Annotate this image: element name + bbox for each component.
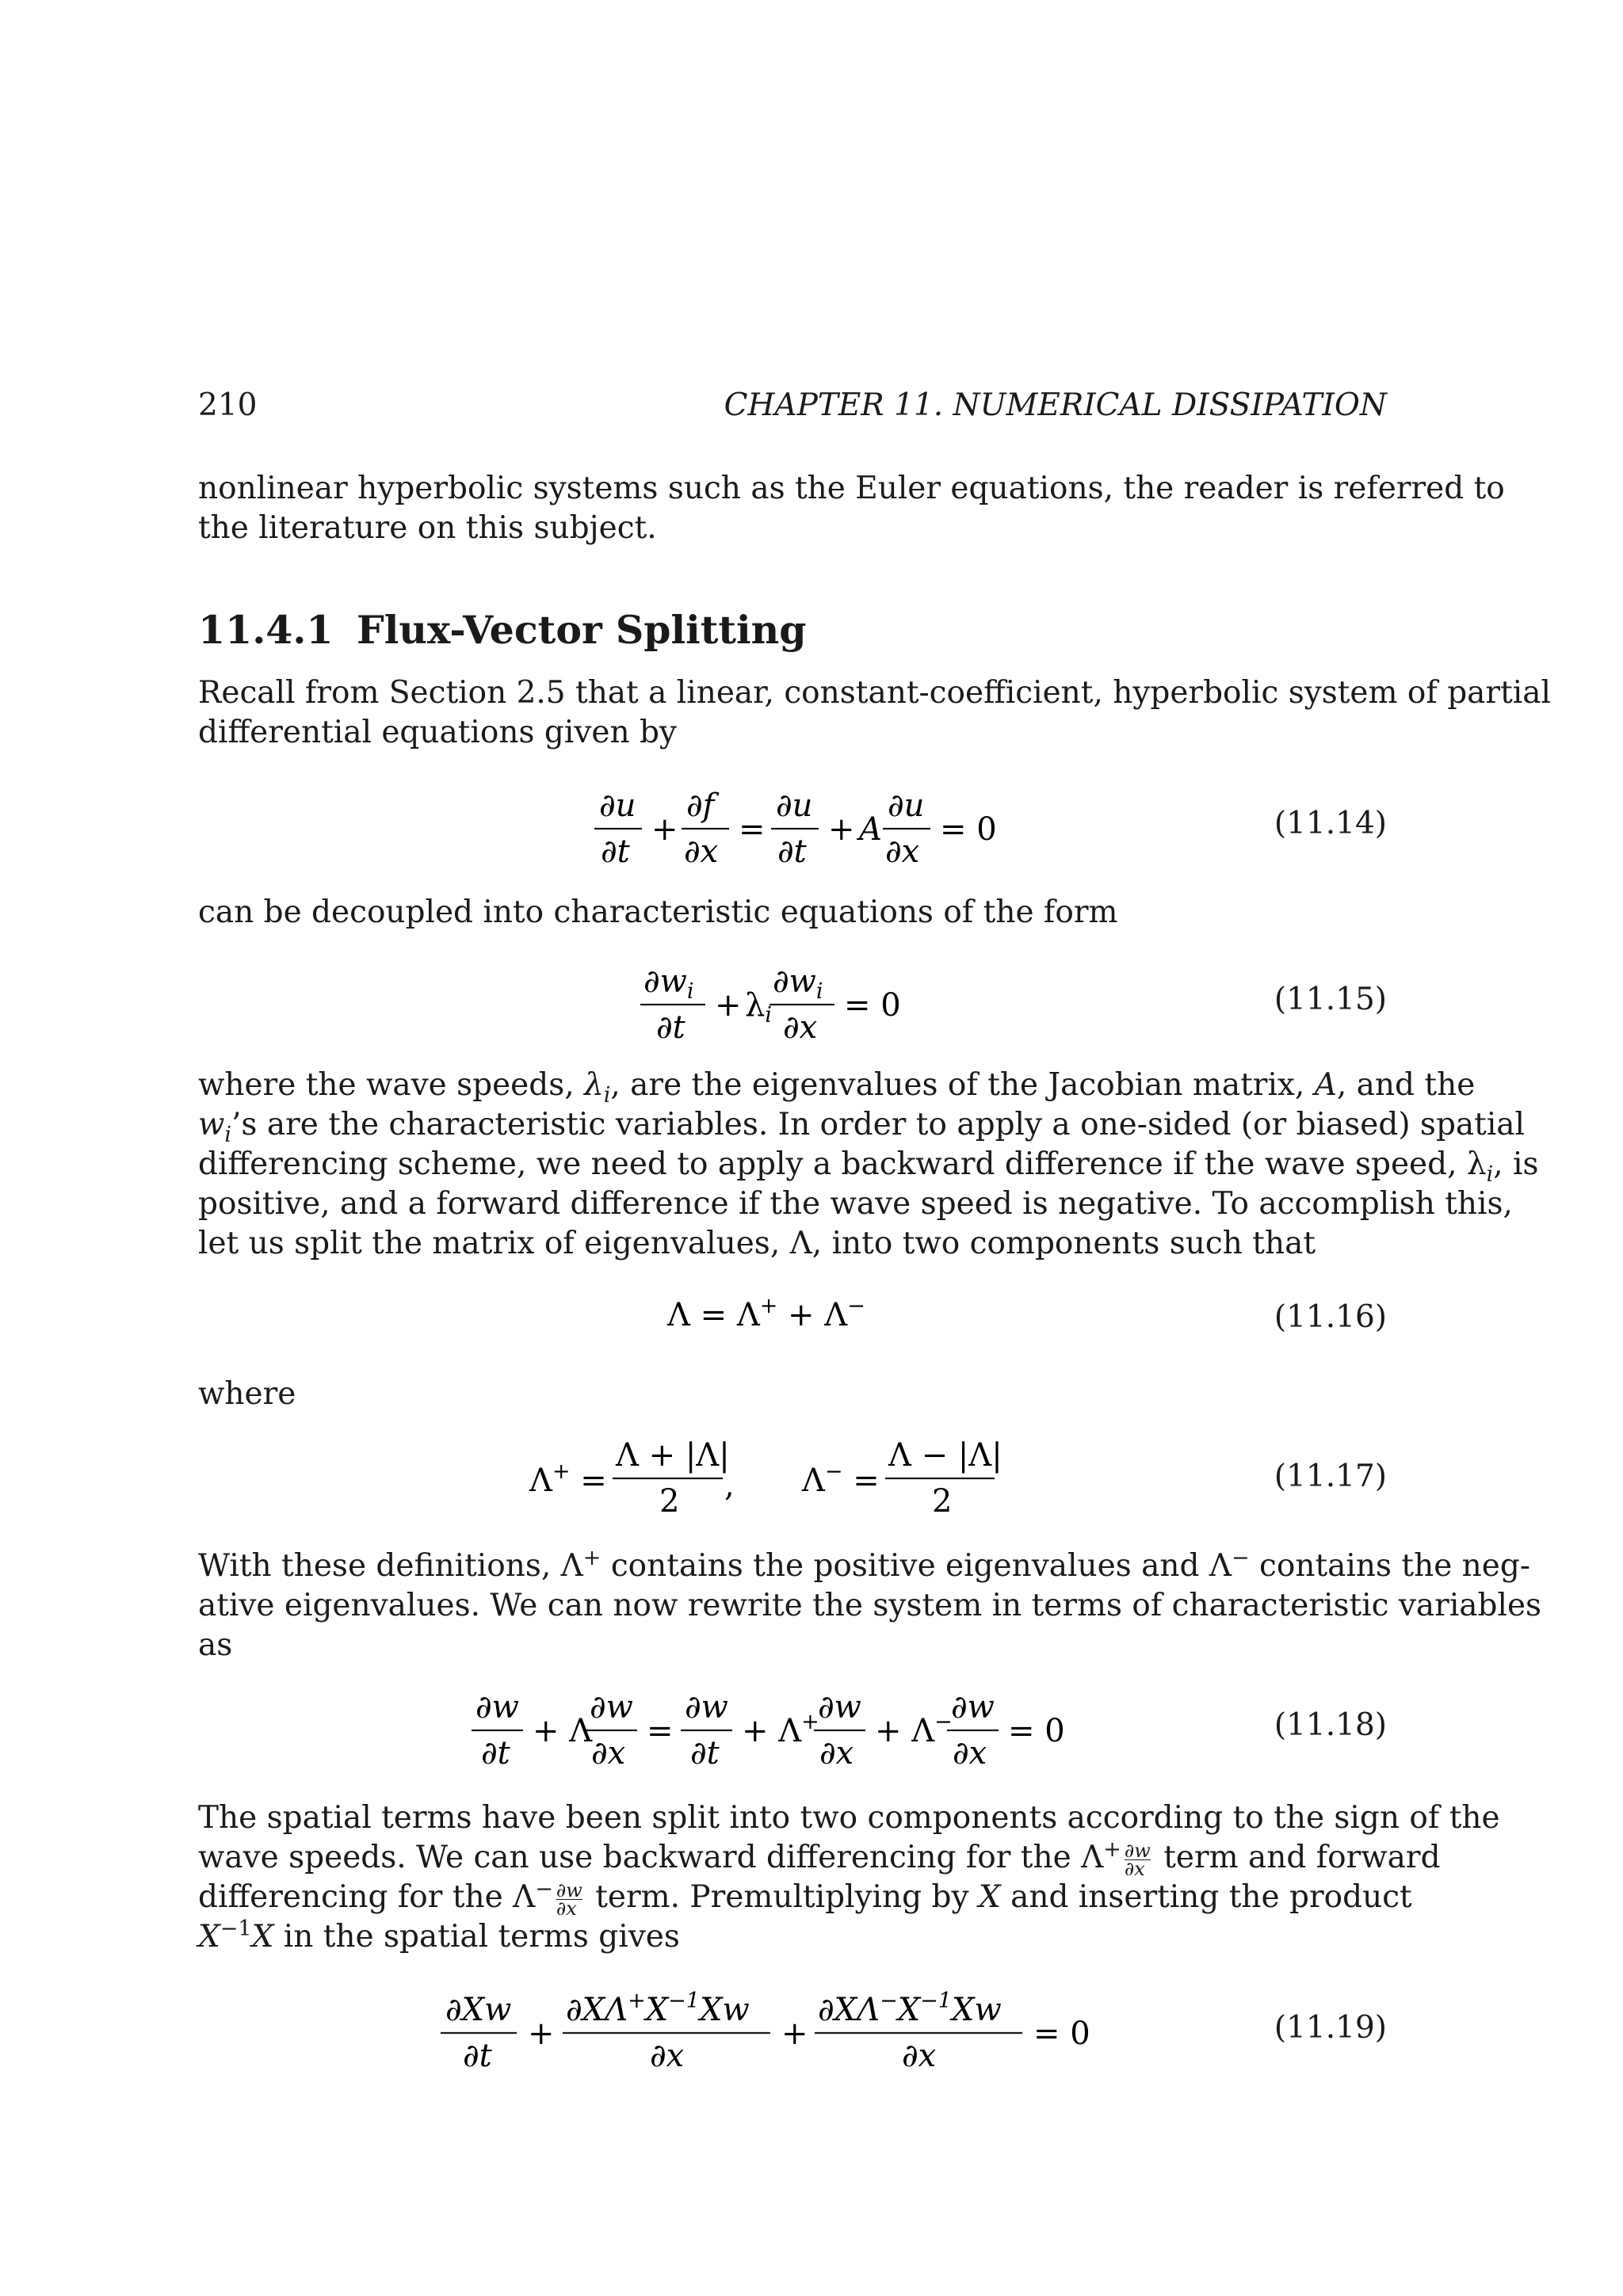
svg-text:= 0: = 0 xyxy=(1008,1713,1065,1749)
svg-text:Λ− =: Λ− = xyxy=(802,1459,880,1499)
equation-number: (11.18) xyxy=(1274,1707,1387,1743)
svg-text:∂u: ∂u xyxy=(776,788,813,824)
text-line: where the wave speeds, $\lambda_i$, are the eigenvalues of the Jacobian matrix, A, and the xyxy=(198,1067,1476,1108)
text-line: positive, and a forward difference if the wave speed is negative. To accomplish this, xyxy=(198,1186,1513,1222)
equation-11-15 xyxy=(198,960,1387,1047)
svg-text:∂t: ∂t xyxy=(481,1735,510,1772)
text-line: differencing for the Λ− $\frac{\partial w}{\partial x}$ term. Premultiplying by X and inserting the product xyxy=(198,1877,1412,1920)
text-line: differential equations given by xyxy=(198,715,677,750)
svg-text:∂x: ∂x xyxy=(591,1735,626,1772)
svg-text:+: + xyxy=(781,2016,808,2052)
text-line: as xyxy=(198,1627,233,1663)
svg-text:=: = xyxy=(739,811,766,848)
text-line: differencing scheme, we need to apply a backward difference if the wave speed, $\lambda_i$, is xyxy=(198,1146,1539,1187)
svg-text:+ Λ+: + Λ+ xyxy=(742,1710,819,1749)
svg-text:∂x: ∂x xyxy=(902,2038,937,2074)
section-title: Flux-Vector Splitting xyxy=(357,607,807,653)
svg-text:Λ − |Λ|: Λ − |Λ| xyxy=(888,1437,1002,1474)
paragraph-3 xyxy=(198,1066,1539,1264)
text-line: ative eigenvalues. We can now rewrite the system in terms of characteristic variables xyxy=(198,1588,1542,1623)
svg-text:2: 2 xyxy=(932,1483,953,1520)
svg-text:+ Λ−: + Λ− xyxy=(875,1710,953,1749)
text-line: can be decoupled into characteristic equations of the form xyxy=(198,894,1118,930)
svg-text:∂x: ∂x xyxy=(885,833,920,870)
equation-11-19-math xyxy=(198,1989,1387,2076)
text-line: where xyxy=(198,1376,296,1412)
equation-number: (11.14) xyxy=(1274,806,1387,841)
svg-text:∂x: ∂x xyxy=(783,1009,818,1046)
svg-text:∂u: ∂u xyxy=(888,788,925,824)
chapter-title: CHAPTER 11. NUMERICAL DISSIPATION xyxy=(724,387,1387,423)
paragraph-2 xyxy=(198,893,1387,933)
svg-text:∂t: ∂t xyxy=(690,1735,720,1772)
equation-number: (11.19) xyxy=(1274,2010,1387,2046)
equation-11-18 xyxy=(198,1686,1387,1773)
text-line: With these definitions, Λ+ contains the positive eigenvalues and Λ− contains the neg- xyxy=(198,1546,1531,1584)
equation-11-16 xyxy=(198,1295,1387,1343)
equation-11-14 xyxy=(198,784,1387,871)
svg-text:∂x: ∂x xyxy=(684,833,719,870)
text-line: $X^{-1}X$ in the spatial terms gives xyxy=(198,1917,680,1955)
text-line: The spatial terms have been split into two components according to the sign of the xyxy=(198,1800,1500,1836)
svg-text:∂w: ∂w xyxy=(475,1689,519,1726)
svg-text:∂wi: $\partial w_i$ xyxy=(643,963,694,1004)
equation-number: (11.16) xyxy=(1274,1299,1387,1335)
svg-text:λi: $\lambda_i$ xyxy=(745,987,772,1028)
paragraph-1 xyxy=(198,673,1551,753)
svg-text:= 0: = 0 xyxy=(940,811,997,848)
paragraph-6 xyxy=(198,1798,1500,1957)
equation-11-19 xyxy=(198,1989,1387,2076)
svg-text:∂XΛ+X−1Xw: $\partial X\Lambda^+X^{-1}Xw$ xyxy=(566,1989,750,2028)
svg-text:∂t: ∂t xyxy=(463,2038,492,2074)
svg-text:∂x: ∂x xyxy=(819,1735,854,1772)
svg-text:Λ + |Λ|: Λ + |Λ| xyxy=(616,1437,730,1474)
svg-text:=: = xyxy=(647,1713,674,1749)
svg-text:+: + xyxy=(528,2016,555,2052)
text-line: nonlinear hyperbolic systems such as the Euler equations, the reader is referred to xyxy=(198,471,1505,506)
svg-text:∂x: ∂x xyxy=(953,1735,987,1772)
svg-text:Λ = Λ+ + Λ−: Λ = Λ+ + Λ− xyxy=(667,1294,865,1333)
svg-text:,: , xyxy=(724,1467,735,1504)
equation-number: (11.17) xyxy=(1274,1459,1387,1494)
text-line: let us split the matrix of eigenvalues, Λ, into two components such that xyxy=(198,1226,1316,1261)
equation-11-15-math xyxy=(198,960,1387,1047)
svg-text:A: A xyxy=(859,811,882,848)
svg-text:+: + xyxy=(715,987,742,1024)
svg-text:∂w: ∂w xyxy=(685,1689,728,1726)
svg-text:Λ+ =: Λ+ = xyxy=(529,1459,607,1499)
section-heading xyxy=(198,606,807,654)
section-number: 11.4.1 xyxy=(198,607,334,653)
paragraph-4 xyxy=(198,1375,1387,1414)
svg-text:∂XΛ−X−1Xw: $\partial X\Lambda^-X^{-1}Xw$ xyxy=(818,1989,1002,2028)
equation-11-17 xyxy=(198,1434,1387,1521)
equation-11-17-math xyxy=(198,1434,1387,1521)
svg-text:+: + xyxy=(828,811,855,848)
svg-text:= 0: = 0 xyxy=(1033,2016,1090,2052)
equation-number: (11.15) xyxy=(1274,982,1387,1017)
text-line: the literature on this subject. xyxy=(198,510,657,546)
svg-text:∂w: ∂w xyxy=(590,1689,633,1726)
page-number: 210 xyxy=(198,387,258,423)
text-line: Recall from Section 2.5 that a linear, constant-coefficient, hyperbolic system of partial xyxy=(198,675,1551,711)
equation-11-14-math xyxy=(198,784,1387,871)
svg-text:= 0: = 0 xyxy=(844,987,901,1024)
svg-text:∂u: ∂u xyxy=(599,788,636,824)
svg-text:+: + xyxy=(651,811,678,848)
svg-text:∂t: ∂t xyxy=(656,1009,685,1046)
equation-11-18-math xyxy=(198,1686,1387,1773)
svg-text:∂x: ∂x xyxy=(650,2038,685,2074)
text-line: wave speeds. We can use backward differencing for the Λ+ $\frac{\partial w}{\partial x}$ term and forward xyxy=(198,1837,1441,1880)
equation-11-16-math xyxy=(198,1295,1387,1343)
text-line: $w_i’s$ are the characteristic variables. In order to apply a one-sided (or biased) spatial xyxy=(198,1107,1526,1147)
svg-text:∂w: ∂w xyxy=(818,1689,861,1726)
svg-text:∂t: ∂t xyxy=(777,833,807,870)
paragraph-5 xyxy=(198,1546,1542,1665)
svg-text:∂w: ∂w xyxy=(951,1689,995,1726)
svg-text:2: 2 xyxy=(659,1483,680,1520)
svg-text:∂wi: $\partial w_i$ xyxy=(773,963,823,1004)
svg-text:∂f: ∂f xyxy=(686,788,715,824)
svg-text:∂t: ∂t xyxy=(601,833,630,870)
intro-paragraph xyxy=(198,469,1505,548)
svg-text:+ Λ: + Λ xyxy=(533,1713,593,1749)
svg-text:∂Xw: ∂Xw xyxy=(445,1992,512,2028)
